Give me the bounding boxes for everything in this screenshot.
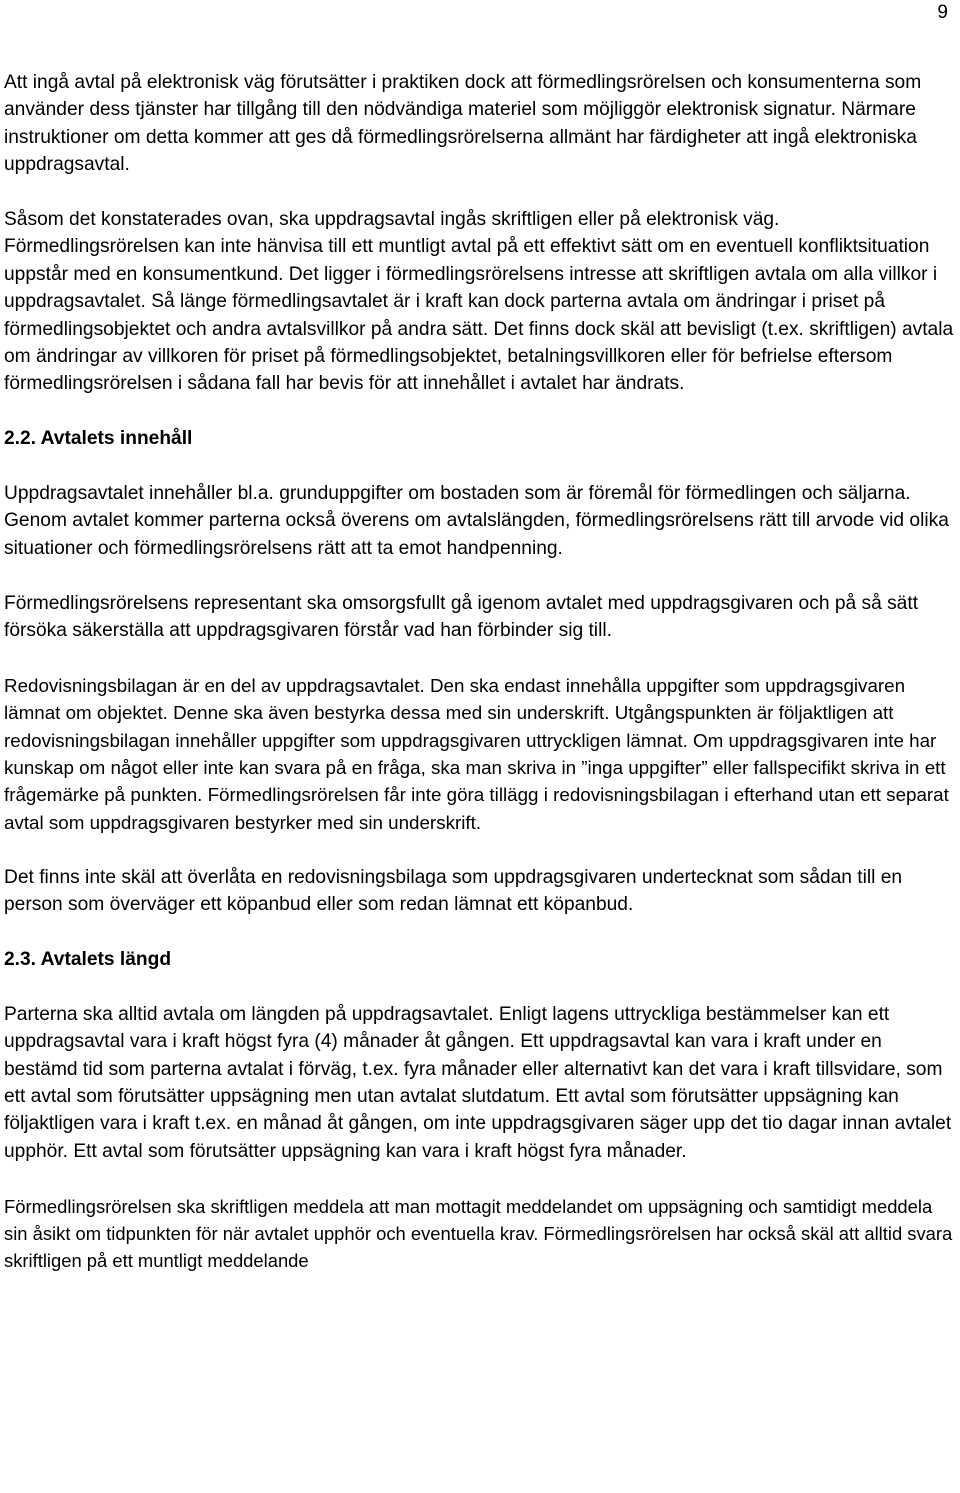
paragraph: Det finns inte skäl att överlåta en redovisningsbilaga som uppdragsgivaren undertecknat som sådan till en person som överväger ett köpanbud eller som redan lämnat ett köpanbud. xyxy=(4,866,903,916)
paragraph: Redovisningsbilagan är en del av uppdragsavtalet. Den ska endast innehålla uppgifter som uppdragsgivaren lämnat om objektet. Denne ska även bestyrka dessa med sin underskrift. Utgångspunkten är följaktligen att redovisningsbilagan innehåller uppgifter som uppdragsgivaren uttryckligen lämnat. Om uppdragsgivaren inte har kunskap om något eller inte kan svara på en fråga, ska man skriva in ”inga uppgifter” eller fallspecifikt skriva in ett frågemärke på punkten. Förmedlingsrörelsen får inte göra tillägg i redovisningsbilagan i efterhand utan ett separat avtal som uppdragsgivaren bestyrker med sin underskrift. xyxy=(4,674,949,833)
document-body xyxy=(4,69,957,1275)
paragraph: Förmedlingsrörelsen ska skriftligen meddela att man mottagit meddelandet om uppsägning och samtidigt meddela sin åsikt om tidpunkten för när avtalet upphör och eventuella krav. Förmedlingsrörelsen har också skäl att alltid svara skriftligen på ett muntligt meddelande xyxy=(4,1195,953,1272)
paragraph: Parterna ska alltid avtala om längden på uppdragsavtalet. Enligt lagens uttryckliga bestämmelser kan ett uppdragsavtal vara i kraft högst fyra (4) månader åt gången. Ett uppdragsavtal kan vara i kraft under en bestämd tid som parterna avtalat i förväg, t.ex. fyra månader eller alternativt kan det vara i kraft tillsvidare, som ett avtal som förutsätter uppsägning men utan avtalat slutdatum. Ett avtal som förutsätter uppsägning kan följaktligen vara i kraft t.ex. en månad åt gången, om inte uppdragsgivaren säger upp det tio dagar innan avtalet upphör. Ett avtal som förutsätter uppsägning kan vara i kraft högst fyra månader. xyxy=(4,1003,952,1162)
section-heading: 2.2. Avtalets innehåll xyxy=(4,428,193,450)
paragraph: Uppdragsavtalet innehåller bl.a. grunduppgifter om bostaden som är föremål för förmedlingen och säljarna. Genom avtalet kommer parterna också överens om avtalslängden, förmedlingsrörelsens rätt till arvode vid olika situationer och förmedlingsrörelsens rätt att ta emot handpenning. xyxy=(4,483,949,559)
paragraph: Såsom det konstaterades ovan, ska uppdragsavtal ingås skriftligen eller på elektronisk väg. Förmedlingsrörelsen kan inte hänvisa till ett muntligt avtal på ett effektivt sätt om en eventuell konfliktsituation uppstår med en konsumentkund. Det ligger i förmedlingsrörelsens intresse att skriftligen avtala om alla villkor i uppdragsavtalet. Så länge förmedlingsavtalet är i kraft kan dock parterna avtala om ändringar i priset på förmedlingsobjektet och andra avtalsvillkor på andra sätt. Det finns dock skäl att bevisligt (t.ex. skriftligen) avtala om ändringar av villkoren för priset på förmedlingsobjektet, betalningsvillkoren eller för befrielse eftersom förmedlingsrörelsen i sådana fall har bevis för att innehållet i avtalet har ändrats. xyxy=(4,209,954,395)
section-heading: 2.3. Avtalets längd xyxy=(4,948,172,970)
page-number: 9 xyxy=(937,2,948,23)
paragraph: Att ingå avtal på elektronisk väg förutsätter i praktiken dock att förmedlingsrörelsen och konsumenterna som använder dess tjänster har tillgång till den nödvändiga materiel som möjliggör elektronisk signatur. Närmare instruktioner om detta kommer att ges då förmedlingsrörelserna allmänt har färdigheter att ingå elektroniska uppdragsavtal. xyxy=(4,72,922,176)
paragraph: Förmedlingsrörelsens representant ska omsorgsfullt gå igenom avtalet med uppdragsgivaren och på så sätt försöka säkerställa att uppdragsgivaren förstår vad han förbinder sig till. xyxy=(4,592,919,642)
